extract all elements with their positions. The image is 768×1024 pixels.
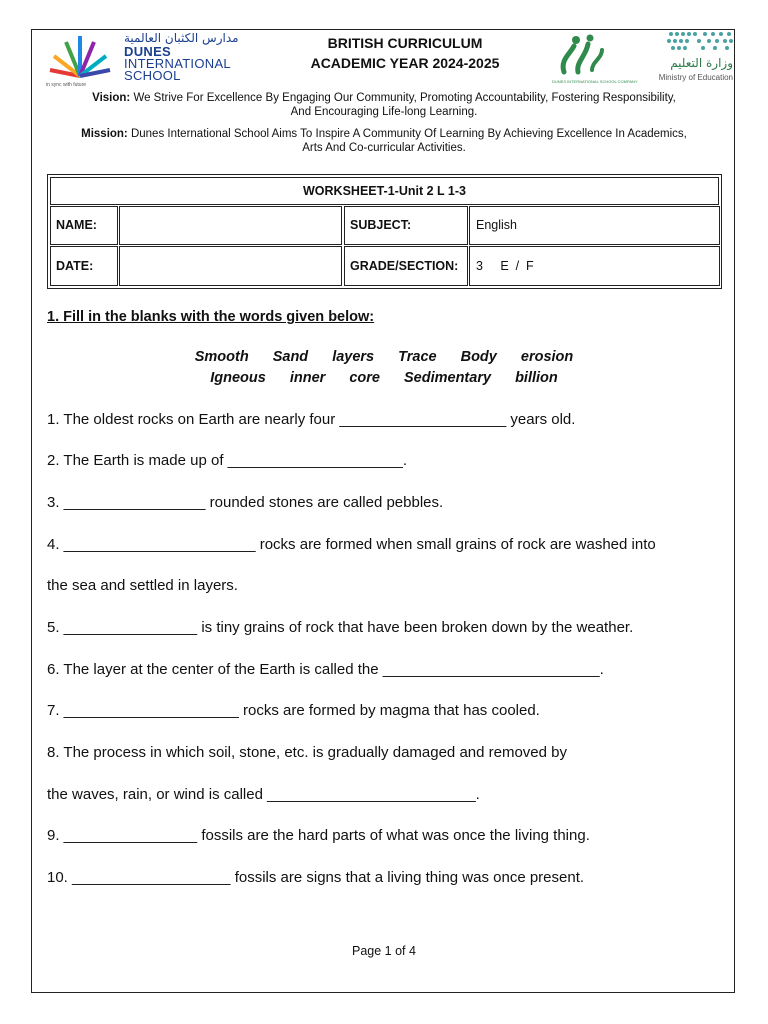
word-bank-row-2: Igneous inner core Sedimentary billion (210, 370, 558, 386)
name-field[interactable] (119, 206, 342, 245)
question-2: 2. The Earth is made up of _____________________. (47, 452, 408, 469)
date-field[interactable] (119, 246, 342, 286)
mission-statement (40, 127, 728, 155)
question-3: 3. _________________ rounded stones are called pebbles. (47, 494, 444, 511)
school-name-line3: SCHOOL (124, 68, 181, 83)
question-6: 6. The layer at the center of the Earth is called the __________________________. (47, 661, 604, 678)
mission-text-line2: Arts And Co-curricular Activities. (302, 142, 466, 154)
worksheet-info-table (47, 174, 722, 289)
question-5: 5. ________________ is tiny grains of rock that have been broken down by the weather. (47, 619, 634, 636)
section-number: 1 (47, 309, 56, 325)
ministry-name-english: Ministry of Education (658, 73, 733, 82)
question-7: 7. _____________________ rocks are formed by magma that has cooled. (47, 702, 540, 719)
school-name-line1: DUNES (124, 44, 172, 59)
subject-label: SUBJECT: (350, 218, 412, 232)
question-9: 9. ________________ fossils are the hard parts of what was once the living thing. (47, 827, 590, 844)
name-label: NAME: (56, 218, 97, 232)
curriculum-title: BRITISH CURRICULUM (327, 35, 483, 51)
partner-logo (552, 32, 657, 84)
ministry-logo (658, 30, 735, 86)
section-instruction: . Fill in the blanks with the words given below: (55, 309, 375, 325)
question-1: 1. The oldest rocks on Earth are nearly four ____________________ years old. (47, 411, 576, 428)
header-title (270, 33, 540, 73)
worksheet-title: WORKSHEET-1-Unit 2 L 1-3 (50, 177, 719, 205)
school-logo (44, 32, 254, 88)
page-number: Page 1 of 4 (352, 944, 416, 958)
starburst-logo-icon (44, 32, 116, 82)
grade-section-value: 3 E / F (469, 246, 720, 286)
academic-year-title: ACADEMIC YEAR 2024-2025 (310, 55, 500, 71)
ministry-name-arabic: وزارة التعليم (670, 56, 733, 70)
mission-text: Dunes International School Aims To Inspire A Community Of Learning By Achieving Excellence In Academics, (127, 128, 687, 140)
vision-label: Vision: (92, 92, 131, 104)
vision-text-line2: And Encouraging Life-long Learning. (290, 106, 478, 118)
question-4-continued: the sea and settled in layers. (47, 577, 238, 594)
school-name-line2: INTERNATIONAL (124, 56, 231, 71)
school-tagline: in sync with future (46, 82, 87, 88)
word-bank-row-1: Smooth Sand layers Trace Body erosion (194, 349, 574, 365)
question-4: 4. _______________________ rocks are formed when small grains of rock are washed into (47, 536, 656, 553)
question-8-continued: the waves, rain, or wind is called _________________________. (47, 786, 480, 803)
grade-section-label: GRADE/SECTION: (350, 259, 459, 273)
mission-label: Mission: (81, 128, 128, 140)
ministry-dots-icon (665, 30, 733, 54)
date-label: DATE: (56, 259, 94, 273)
partner-caption: DUNES INTERNATIONAL SCHOOL COMPANY (552, 79, 638, 84)
school-name-arabic: مدارس الكثبان العالمية (124, 31, 239, 45)
partner-figures-icon (552, 32, 612, 78)
subject-value: English (469, 206, 720, 245)
vision-text: We Strive For Excellence By Engaging Our Community, Promoting Accountability, Fostering Responsibility, (130, 92, 676, 104)
vision-statement (40, 91, 728, 119)
question-8: 8. The process in which soil, stone, etc. is gradually damaged and removed by (47, 744, 568, 761)
section-heading (47, 309, 374, 325)
question-10: 10. ___________________ fossils are signs that a living thing was once present. (47, 869, 585, 886)
